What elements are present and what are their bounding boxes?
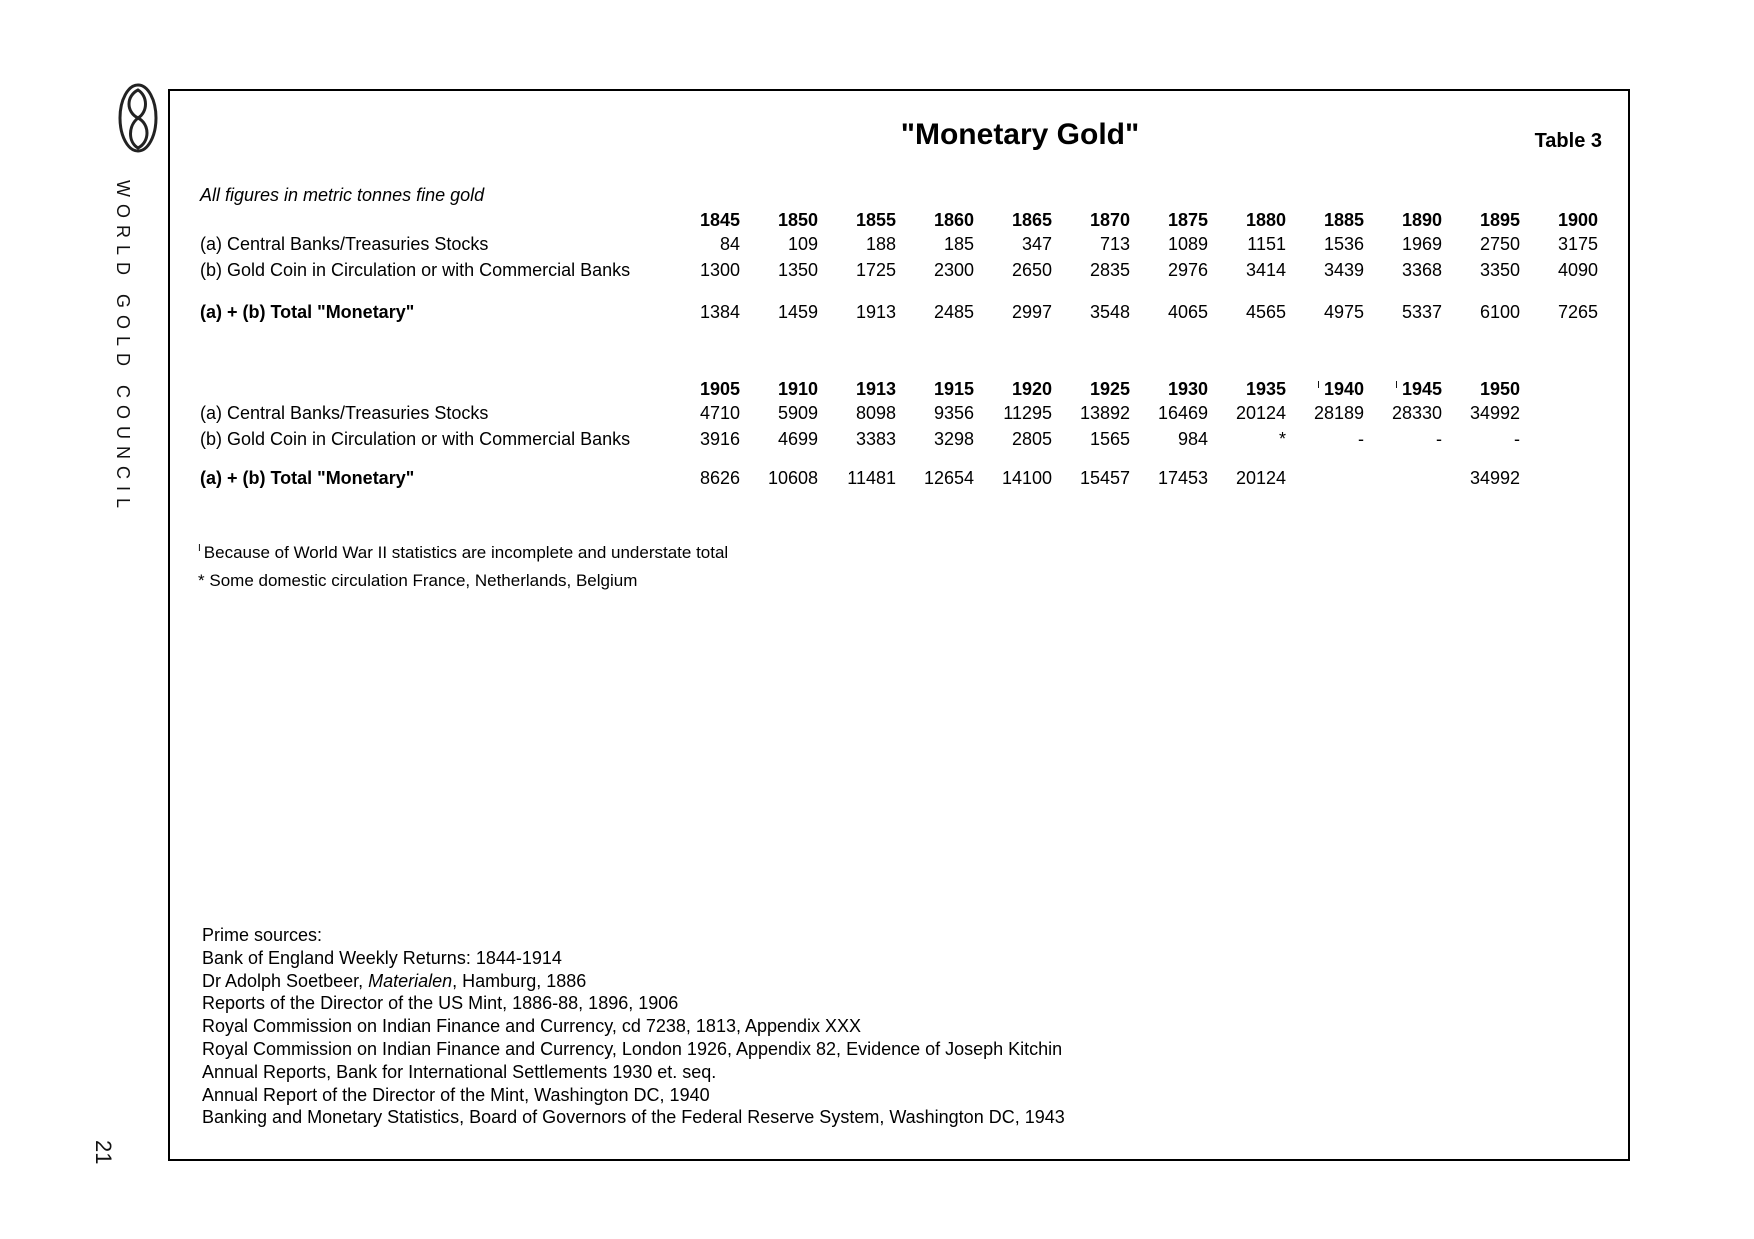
table-cell: 4090 bbox=[1557, 260, 1598, 280]
year-header bbox=[670, 379, 740, 400]
year-header bbox=[982, 379, 1052, 400]
year-text: 1880 bbox=[1245, 210, 1286, 230]
table-cell: 1913 bbox=[855, 302, 896, 322]
table-cell: 4710 bbox=[699, 403, 740, 423]
year-text: 1940 bbox=[1323, 379, 1364, 399]
prime-sources bbox=[202, 924, 1065, 1129]
year-text: 1913 bbox=[855, 379, 896, 399]
table-cell: 2485 bbox=[933, 302, 974, 322]
table-cell: 13892 bbox=[1079, 403, 1130, 423]
table-cell: 1969 bbox=[1401, 234, 1442, 254]
year-header bbox=[826, 210, 896, 231]
table-cell: 3383 bbox=[855, 429, 896, 449]
table-cell: 713 bbox=[1099, 234, 1130, 254]
table-cell: 2835 bbox=[1089, 260, 1130, 280]
table-cell: 7265 bbox=[1557, 302, 1598, 322]
table-cell: 2650 bbox=[1011, 260, 1052, 280]
footnote-mark: I bbox=[198, 543, 201, 555]
year-header bbox=[1372, 379, 1442, 400]
year-text: 1950 bbox=[1479, 379, 1520, 399]
table-cell: 347 bbox=[1021, 234, 1052, 254]
table-cell: 84 bbox=[719, 234, 740, 254]
year-header bbox=[1060, 379, 1130, 400]
table-cell: 4699 bbox=[777, 429, 818, 449]
table-cell: - bbox=[1358, 429, 1364, 449]
table-cell: * bbox=[1278, 429, 1286, 449]
year-text: 1865 bbox=[1011, 210, 1052, 230]
footnote-text: Because of World War II statistics are incomplete and understate total bbox=[203, 543, 729, 562]
table-cell: 1300 bbox=[699, 260, 740, 280]
sources-heading: Prime sources: bbox=[202, 925, 323, 945]
table-cell: 3414 bbox=[1245, 260, 1286, 280]
year-text: 1895 bbox=[1479, 210, 1520, 230]
year-header bbox=[748, 210, 818, 231]
year-text: 1860 bbox=[933, 210, 974, 230]
row-label: (a) Central Banks/Treasuries Stocks bbox=[200, 234, 489, 254]
table-cell: 11295 bbox=[1003, 403, 1052, 423]
year-text: 1845 bbox=[699, 210, 740, 230]
table-cell: 34992 bbox=[1469, 468, 1520, 488]
year-text: 1900 bbox=[1557, 210, 1598, 230]
year-header bbox=[982, 210, 1052, 231]
year-text: 1905 bbox=[699, 379, 740, 399]
table-cell: 11481 bbox=[847, 468, 896, 488]
year-header bbox=[748, 379, 818, 400]
table-cell: 109 bbox=[787, 234, 818, 254]
source-item: Royal Commission on Indian Finance and Currency, cd 7238, 1813, Appendix XXX bbox=[202, 1016, 862, 1037]
table-cell: - bbox=[1436, 429, 1442, 449]
footnote-ww2 bbox=[198, 543, 728, 563]
table-cell: 10608 bbox=[767, 468, 818, 488]
table-cell: 4565 bbox=[1245, 302, 1286, 322]
table-cell: 3548 bbox=[1089, 302, 1130, 322]
page-title: "Monetary Gold" bbox=[900, 118, 1140, 151]
table-cell: 185 bbox=[943, 234, 974, 254]
table-cell: 2750 bbox=[1479, 234, 1520, 254]
page-number: 21 bbox=[91, 1140, 116, 1165]
table-cell: 984 bbox=[1177, 429, 1208, 449]
table-cell: 8626 bbox=[699, 468, 740, 488]
table-cell: 15457 bbox=[1079, 468, 1130, 488]
table-cell: 20124 bbox=[1235, 468, 1286, 488]
table-cell: 28189 bbox=[1313, 403, 1364, 423]
year-text: 1930 bbox=[1167, 379, 1208, 399]
table-cell: 8098 bbox=[855, 403, 896, 423]
row-label: (a) Central Banks/Treasuries Stocks bbox=[200, 403, 489, 423]
table-cell: 1725 bbox=[855, 260, 896, 280]
table-cell: 1536 bbox=[1323, 234, 1364, 254]
row-label: (a) + (b) Total "Monetary" bbox=[200, 302, 415, 322]
footnote-mark: I bbox=[1317, 380, 1320, 391]
year-header bbox=[904, 379, 974, 400]
year-header bbox=[1216, 379, 1286, 400]
year-header bbox=[826, 379, 896, 400]
year-text: 1920 bbox=[1011, 379, 1052, 399]
table-cell: 3916 bbox=[699, 429, 740, 449]
year-header bbox=[1138, 379, 1208, 400]
year-header bbox=[1294, 210, 1364, 231]
table-cell: 4065 bbox=[1167, 302, 1208, 322]
source-item: Annual Report of the Director of the Mint, Washington DC, 1940 bbox=[202, 1084, 710, 1105]
year-header bbox=[1372, 210, 1442, 231]
table-cell: 4975 bbox=[1323, 302, 1364, 322]
year-header bbox=[670, 210, 740, 231]
year-text: 1870 bbox=[1089, 210, 1130, 230]
year-header bbox=[1450, 210, 1520, 231]
year-header bbox=[1294, 379, 1364, 400]
table-cell: 3439 bbox=[1323, 260, 1364, 280]
table-cell: 2976 bbox=[1167, 260, 1208, 280]
table-cell: 12654 bbox=[923, 468, 974, 488]
table-cell: 1089 bbox=[1167, 234, 1208, 254]
table-cell: 1350 bbox=[777, 260, 818, 280]
table-cell: 2300 bbox=[933, 260, 974, 280]
year-text: 1935 bbox=[1245, 379, 1286, 399]
table-cell: 20124 bbox=[1235, 403, 1286, 423]
table-cell: 6100 bbox=[1479, 302, 1520, 322]
source-title-italic: Materialen bbox=[368, 970, 453, 991]
year-text: 1850 bbox=[777, 210, 818, 230]
year-header bbox=[904, 210, 974, 231]
footnote-text: Some domestic circulation France, Netherlands, Belgium bbox=[209, 571, 638, 590]
source-item: Annual Reports, Bank for International Settlements 1930 et. seq. bbox=[202, 1061, 717, 1082]
units-note: All figures in metric tonnes fine gold bbox=[200, 185, 485, 205]
table-cell: 1459 bbox=[777, 302, 818, 322]
table-cell: - bbox=[1514, 429, 1520, 449]
year-text: 1910 bbox=[777, 379, 818, 399]
year-text: 1925 bbox=[1089, 379, 1130, 399]
year-text: 1915 bbox=[933, 379, 974, 399]
table-cell: 1565 bbox=[1089, 429, 1130, 449]
year-header bbox=[1138, 210, 1208, 231]
table-cell: 5337 bbox=[1401, 302, 1442, 322]
table-cell: 188 bbox=[865, 234, 896, 254]
table-cell: 1151 bbox=[1247, 234, 1286, 254]
source-item: Reports of the Director of the US Mint, 1886-88, 1896, 1906 bbox=[202, 993, 679, 1014]
org-name-vertical: WORLD GOLD COUNCIL bbox=[113, 180, 133, 516]
source-item: Royal Commission on Indian Finance and Currency, London 1926, Appendix 82, Evidence of Joseph Kitchin bbox=[202, 1038, 1063, 1059]
table-cell: 14100 bbox=[1001, 468, 1052, 488]
table-cell: 28330 bbox=[1391, 403, 1442, 423]
table-cell: 1384 bbox=[699, 302, 740, 322]
year-text: 1855 bbox=[855, 210, 896, 230]
source-item: Bank of England Weekly Returns: 1844-1914 bbox=[202, 947, 562, 968]
year-header bbox=[1528, 210, 1598, 231]
table-cell: 17453 bbox=[1157, 468, 1208, 488]
year-header bbox=[1450, 379, 1520, 400]
table-cell: 9356 bbox=[933, 403, 974, 423]
footnote-mark: * bbox=[198, 571, 205, 590]
footnote-mark: I bbox=[1395, 380, 1398, 391]
table-cell: 34992 bbox=[1469, 403, 1520, 423]
row-label: (b) Gold Coin in Circulation or with Commercial Banks bbox=[200, 260, 631, 280]
table-cell: 3350 bbox=[1479, 260, 1520, 280]
table-cell: 2997 bbox=[1011, 302, 1052, 322]
source-item: Banking and Monetary Statistics, Board of Governors of the Federal Reserve System, Washington DC, 1943 bbox=[202, 1107, 1065, 1128]
row-label: (a) + (b) Total "Monetary" bbox=[200, 468, 415, 488]
table-cell: 3368 bbox=[1401, 260, 1442, 280]
year-text: 1875 bbox=[1167, 210, 1208, 230]
table-cell: 16469 bbox=[1157, 403, 1208, 423]
table-cell: 2805 bbox=[1011, 429, 1052, 449]
table-cell: 5909 bbox=[777, 403, 818, 423]
table-label: Table 3 bbox=[1534, 130, 1602, 152]
table-cell: 3175 bbox=[1557, 234, 1598, 254]
source-item: Dr Adolph Soetbeer, Materialen, Hamburg, 1886 bbox=[202, 970, 587, 991]
table-cell: 3298 bbox=[933, 429, 974, 449]
year-text: 1890 bbox=[1401, 210, 1442, 230]
year-text: 1945 bbox=[1401, 379, 1442, 399]
row-label: (b) Gold Coin in Circulation or with Commercial Banks bbox=[200, 429, 631, 449]
year-text: 1885 bbox=[1323, 210, 1364, 230]
year-header bbox=[1060, 210, 1130, 231]
footnote-circulation bbox=[198, 571, 637, 591]
year-header bbox=[1216, 210, 1286, 231]
